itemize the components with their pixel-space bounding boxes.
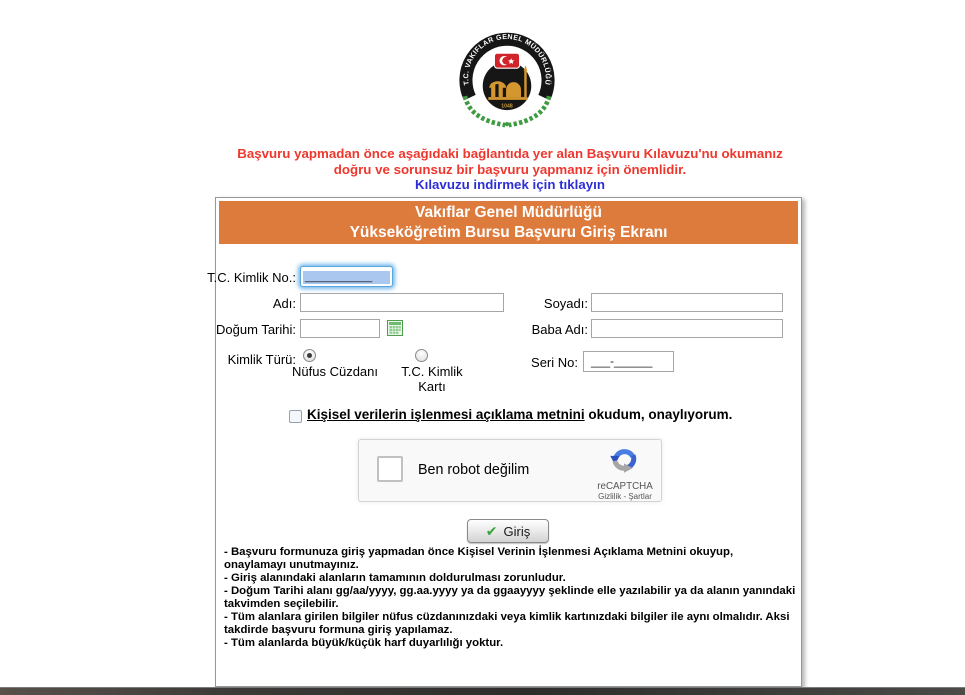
dogum-tarihi-input[interactable]	[300, 319, 380, 338]
seri-no-label: Seri No:	[531, 355, 578, 370]
kimlik-turu-label: Kimlik Türü:	[227, 352, 296, 367]
radio-nufus-cuzdani[interactable]	[303, 349, 316, 362]
recaptcha-logo-icon	[609, 444, 639, 474]
recaptcha-label: Ben robot değilim	[418, 462, 530, 478]
logo-ring-text: T.C. VAKIFLAR GENEL MÜDÜRLÜĞÜ	[462, 32, 552, 86]
recaptcha-brand: reCAPTCHA	[597, 481, 653, 492]
giris-button-label: Giriş	[503, 523, 531, 539]
recaptcha-checkbox[interactable]	[377, 456, 403, 482]
red-book-crescent	[494, 53, 519, 68]
vgm-emblem-icon	[451, 27, 563, 141]
seri-no-input[interactable]	[583, 351, 674, 372]
consent-kvkk-link[interactable]: Kişisel verilerin işlenmesi açıklama metnini	[307, 407, 585, 422]
tc-kimlik-no-selected-mask: ___________	[303, 271, 390, 284]
radio-tc-kimlik-karti-label[interactable]: T.C. Kimlik Kartı	[401, 364, 463, 394]
panel-title	[219, 201, 798, 244]
consent-text	[307, 407, 732, 422]
soyadi-label: Soyadı:	[543, 296, 588, 311]
notice-line-2: doğru ve sorunsuz bir başvuru yapmanız için önemlidir.	[333, 161, 687, 177]
panel-title-line2: Yükseköğretim Bursu Başvuru Giriş Ekranı	[349, 224, 668, 241]
calendar-icon[interactable]	[387, 320, 403, 336]
panel-title-line1: Vakıflar Genel Müdürlüğü	[415, 204, 602, 221]
soyadi-input[interactable]	[591, 293, 783, 312]
check-icon: ✔	[485, 523, 498, 539]
pre-application-notice	[215, 146, 805, 177]
download-guide-link[interactable]: Kılavuzu indirmek için tıklayın	[415, 177, 605, 192]
instruction-item: - Giriş alanındaki alanların tamamının doldurulması zorunludur.	[224, 572, 566, 584]
dogum-tarihi-label: Doğum Tarihi:	[216, 322, 296, 337]
radio-tc-kimlik-karti[interactable]	[415, 349, 428, 362]
baba-adi-label: Baba Adı:	[531, 322, 588, 337]
consent-text-rest: okudum, onaylıyorum.	[588, 407, 733, 422]
bottom-window-edge	[0, 687, 965, 695]
tc-kimlik-no-input[interactable]	[300, 266, 393, 287]
instructions-list	[224, 546, 798, 650]
baba-adi-input[interactable]	[591, 319, 783, 338]
instruction-item: - Tüm alanlarda büyük/küçük harf duyarlılığı yoktur.	[224, 637, 504, 649]
instruction-item: - Doğum Tarihi alanı gg/aa/yyyy, gg.aa.yyyy ya da ggaayyyy şeklinde elle yazılabilir ya da alanın yanındaki takvimden seçilebilir.	[224, 585, 796, 610]
tc-kimlik-no-label: T.C. Kimlik No.:	[207, 270, 296, 285]
instruction-item: - Başvuru formunuza giriş yapmadan önce Kişisel Verinin İşlenmesi Açıklama Metnini okuyup, onaylamayı unutmayınız.	[224, 546, 734, 571]
adi-label: Adı:	[272, 296, 296, 311]
recaptcha-privacy-terms-links[interactable]: Gizlilik - Şartlar	[598, 492, 652, 501]
radio-nufus-cuzdani-label[interactable]: Nüfus Cüzdanı	[292, 364, 378, 379]
logo-year: 1048	[501, 103, 513, 110]
instruction-item: - Tüm alanlara girilen bilgiler nüfus cüzdanınızdaki veya kimlik kartınızdaki bilgiler ile aynı olmalıdır. Aksi takdirde başvuru formuna giriş yapılamaz.	[224, 611, 790, 636]
seri-no-mask: ___-______	[591, 356, 653, 368]
giris-button[interactable]	[467, 519, 549, 543]
consent-checkbox[interactable]	[289, 410, 302, 423]
notice-line-1: Başvuru yapmadan önce aşağıdaki bağlantıda yer alan Başvuru Kılavuzu'nu okumanız	[237, 146, 783, 161]
vgm-logo	[451, 27, 563, 141]
